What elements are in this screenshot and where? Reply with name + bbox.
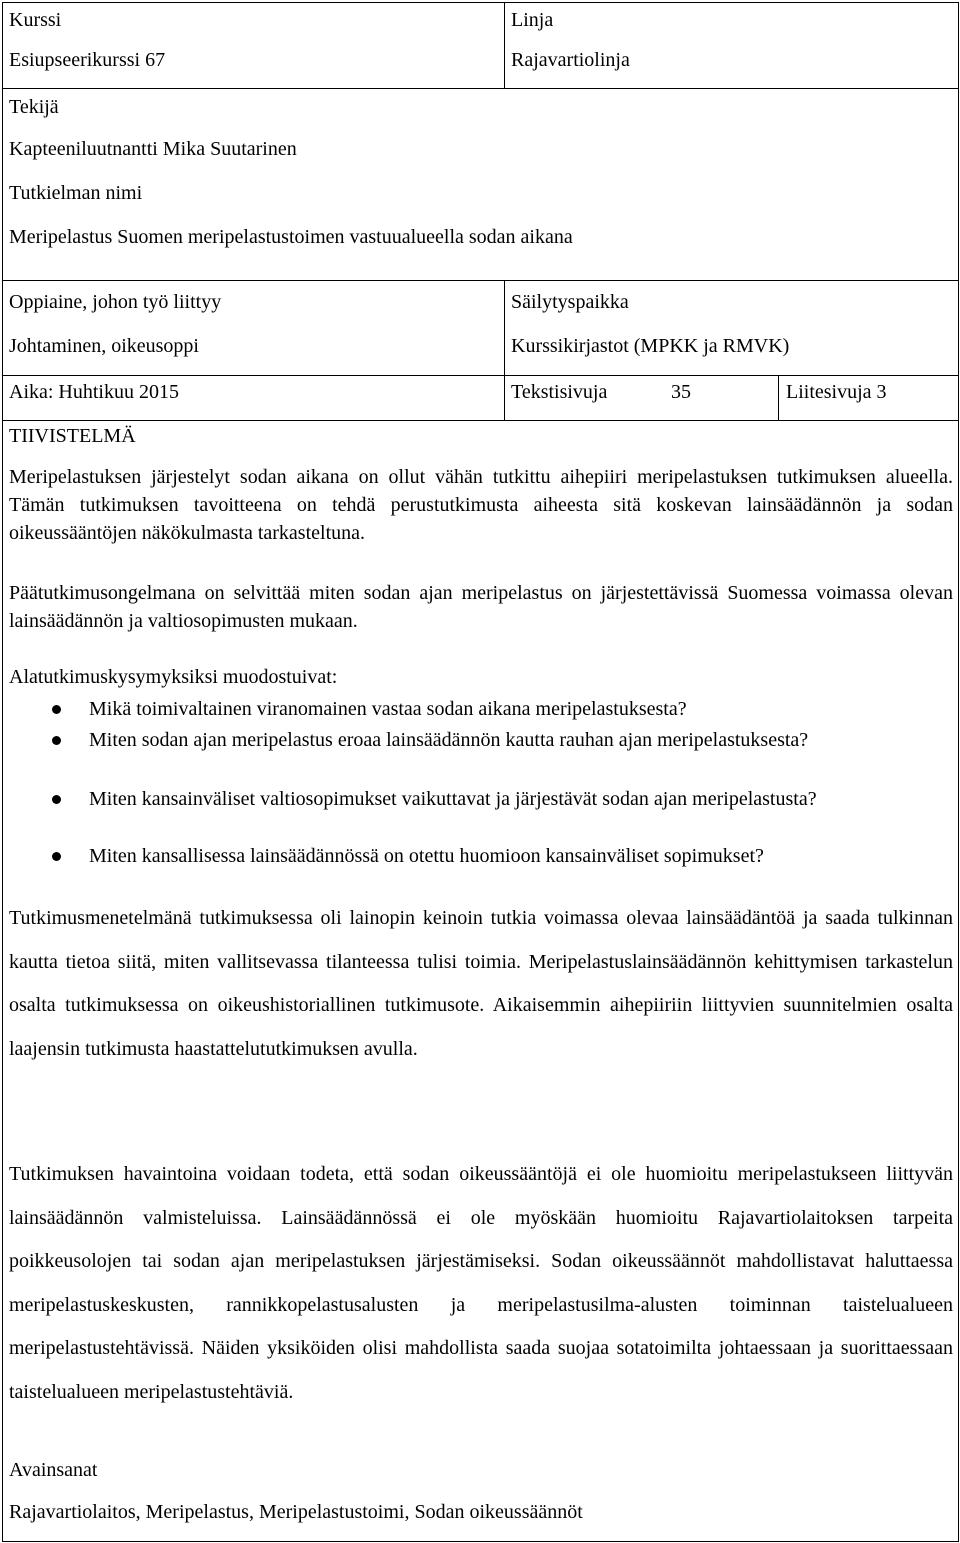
bullet-icon (52, 736, 61, 745)
bullet-icon (52, 705, 61, 714)
tekija-label: Tekijä (9, 96, 59, 118)
tekstisivuja-label: Tekstisivuja (511, 381, 608, 403)
list-item: Mikä toimivaltainen viranomainen vastaa sodan aikana meripelastuksesta? (89, 698, 687, 720)
oppiaine-value: Johtaminen, oikeusoppi (9, 335, 199, 357)
list-item: Miten sodan ajan meripelastus eroaa lainsäädännön kautta rauhan ajan meripelastuksesta? (89, 729, 809, 751)
abstract-heading: TIIVISTELMÄ (9, 425, 136, 447)
list-item: Miten kansainväliset valtiosopimukset vaikuttavat ja järjestävät sodan ajan meripelastusta? (89, 788, 817, 810)
abstract-paragraph-3: Tutkimusmenetelmänä tutkimuksessa oli lainopin keinoin tutkia voimassa olevaa lainsäädäntöä ja saada tulkinnan kautta tietoa siitä, miten vallitsevassa tilanteessa tulisi toimia. Meripelastuslainsäädännön kehittymisen tarkastelun osalta tutkimuksessa on oikeushistoriallinen tutkimusote. Aikaisemmin aihepiiriin liittyvien suunnitelmien osalta laajensin tutkimusta haastattelututkimuksen avulla. (9, 907, 953, 1060)
abstract-paragraph-4: Tutkimuksen havaintoina voidaan todeta, että sodan oikeussääntöjä ei ole huomioitu meripelastukseen liittyvän lainsäädännön valmisteluissa. Lainsäädännössä ei ole myöskään huomioitu Rajavartiolaitoksen tarpeita poikkeusolojen tai sodan ajan meripelastuksen järjestämiseksi. Sodan oikeussäännöt mahdollistavat haluttaessa meripelastuskeskusten, rannikkopelastusalusten ja meripelastusilma-alusten toiminnan taistelualueen meripelastustehtävissä. Näiden yksiköiden olisi mahdollista saada suojaa sotatoimilta johtaessaan ja suorittaessaan taistelualueen meripelastustehtäviä. (9, 1163, 953, 1403)
oppiaine-label: Oppiaine, johon työ liittyy (9, 291, 222, 313)
bullet-icon (52, 795, 61, 804)
subquestions-intro: Alatutkimuskysymyksiksi muodostuivat: (9, 666, 338, 688)
linja-value: Rajavartiolinja (511, 49, 630, 71)
kurssi-label: Kurssi (9, 9, 62, 31)
kurssi-value: Esiupseerikurssi 67 (9, 49, 166, 71)
bullet-icon (52, 852, 61, 861)
list-item: Miten kansallisessa lainsäädännössä on otettu huomioon kansainväliset sopimukset? (89, 845, 764, 867)
thesis-title-value: Meripelastus Suomen meripelastustoimen vastuualueella sodan aikana (9, 226, 573, 248)
linja-label: Linja (511, 9, 554, 31)
aika-field: Aika: Huhtikuu 2015 (9, 381, 179, 403)
sailytyspaikka-label: Säilytyspaikka (511, 291, 629, 313)
sailytyspaikka-value: Kurssikirjastot (MPKK ja RMVK) (511, 335, 790, 357)
tekstisivuja-value: 35 (671, 381, 691, 403)
keywords-label: Avainsanat (9, 1459, 98, 1481)
thesis-title-label: Tutkielman nimi (9, 182, 143, 204)
keywords-value: Rajavartiolaitos, Meripelastus, Meripelastustoimi, Sodan oikeussäännöt (9, 1501, 583, 1523)
abstract-paragraph-2: Päätutkimusongelmana on selvittää miten sodan ajan meripelastus on järjestettävissä Suomessa voimassa olevan lainsäädännön ja valtiosopimusten mukaan. (9, 582, 953, 632)
abstract-paragraph-1: Meripelastuksen järjestelyt sodan aikana on ollut vähän tutkittu aihepiiri meripelastuksen tutkimuksen alueella. Tämän tutkimuksen tavoitteena on tehdä perustutkimusta aiheesta sitä koskevan lainsäädännön ja sodan oikeussääntöjen näkökulmasta tarkasteltuna. (9, 466, 953, 544)
liitesivuja-field: Liitesivuja 3 (786, 381, 887, 403)
tekija-value: Kapteeniluutnantti Mika Suutarinen (9, 138, 297, 160)
